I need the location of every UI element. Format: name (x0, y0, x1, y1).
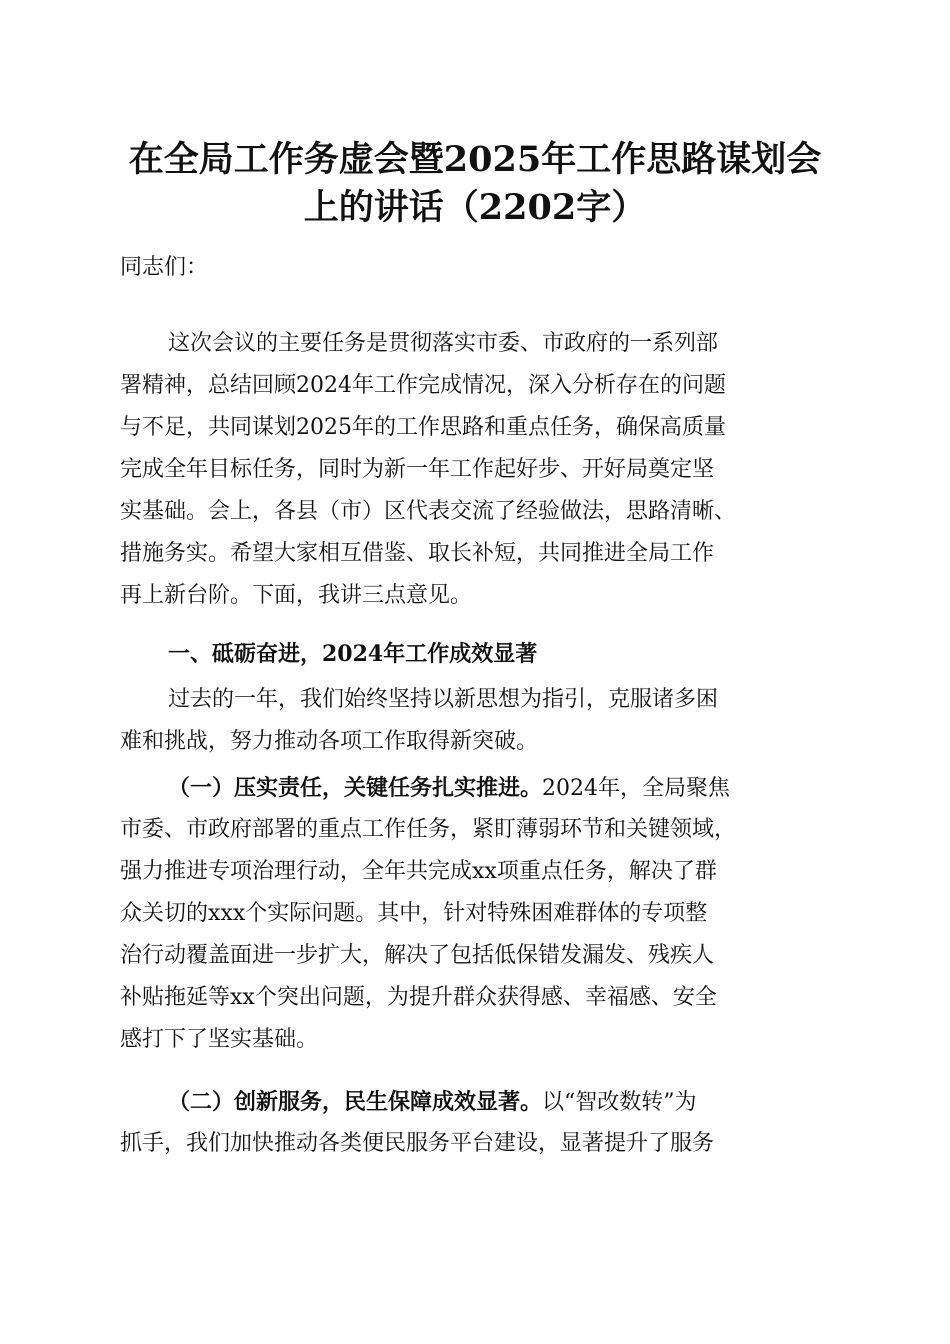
paragraph-line: 抓手，我们加快推动各类便民服务平台建设，显著提升了服务 (120, 1131, 715, 1156)
subsection-2-first-line (168, 1086, 697, 1118)
paragraph-line: 补贴拖延等xx个突出问题，为提升群众获得感、幸福感、安全 (120, 985, 717, 1010)
paragraph-line: 治行动覆盖面进一步扩大，解决了包括低保错发漏发、残疾人 (120, 943, 715, 968)
subsection-1-lead: （一）压实责任，关键任务扎实推进。 (168, 775, 543, 801)
paragraph-line: 与不足，共同谋划2025年的工作思路和重点任务，确保高质量 (120, 415, 726, 440)
subsection-2-rest: 以“智改数转”为 (542, 1090, 697, 1115)
paragraph-line: 措施务实。希望大家相互借鉴、取长补短，共同推进全局工作 (120, 541, 715, 566)
paragraph-line: 过去的一年，我们始终坚持以新思想为指引，克服诸多困 (168, 687, 719, 712)
paragraph-line: 再上新台阶。下面，我讲三点意见。 (120, 583, 473, 608)
paragraph-line: 实基础。会上，各县（市）区代表交流了经验做法，思路清晰、 (120, 499, 737, 524)
subsection-1-first-line (168, 772, 730, 804)
paragraph-line: 市委、市政府部署的重点工作任务，紧盯薄弱环节和关键领域， (120, 817, 737, 842)
subsection-2-lead: （二）创新服务，民生保障成效显著。 (168, 1089, 543, 1115)
paragraph-line: 感打下了坚实基础。 (120, 1027, 319, 1052)
salutation: 同志们： (120, 255, 209, 280)
document-title (100, 136, 850, 232)
title-line-1: 在全局工作务虚会暨2025年工作思路谋划会 (128, 139, 822, 180)
paragraph-line: 完成全年目标任务，同时为新一年工作起好步、开好局奠定坚 (120, 457, 715, 482)
section-heading-1: 一、砥砺奋进，2024年工作成效显著 (168, 641, 538, 667)
paragraph-line: 这次会议的主要任务是贯彻落实市委、市政府的一系列部 (168, 331, 719, 356)
paragraph-line: 众关切的xxx个实际问题。其中，针对特殊困难群体的专项整 (120, 901, 708, 926)
title-line-2: 上的讲话（2202字） (303, 187, 647, 228)
subsection-1-rest: 2024年，全局聚焦 (542, 776, 731, 801)
paragraph-line: 难和挑战，努力推动各项工作取得新突破。 (120, 729, 539, 754)
paragraph-line: 署精神，总结回顾2024年工作完成情况，深入分析存在的问题 (120, 373, 726, 398)
paragraph-line: 强力推进专项治理行动，全年共完成xx项重点任务，解决了群 (120, 859, 717, 884)
